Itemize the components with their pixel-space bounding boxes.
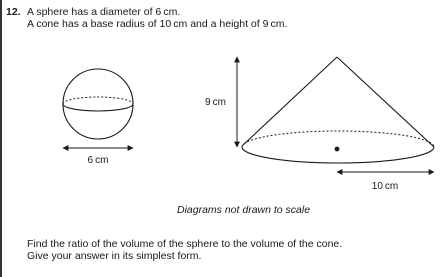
- question-number: 12.: [6, 6, 21, 18]
- task-instruction: Find the ratio of the volume of the sphere to the volume of the cone.: [27, 238, 343, 250]
- task-answer-form: Give your answer in its simplest form.: [27, 250, 202, 262]
- cone-base-back: [242, 131, 434, 147]
- diagram-caption: Diagrams not drawn to scale: [177, 204, 311, 216]
- cone-right-slant: [337, 57, 434, 147]
- cone-radius-label: 10 cm: [371, 181, 399, 192]
- question-sphere-statement: A sphere has a diameter of 6 cm.: [27, 6, 181, 18]
- cone-height-label: 9 cm: [205, 97, 226, 108]
- sphere-diagram: [63, 69, 133, 166]
- cone-base-centre: [335, 147, 340, 152]
- sphere-outline: [63, 69, 133, 139]
- cone-diagram: [205, 57, 434, 192]
- question-cone-statement: A cone has a base radius of 10 cm and a height of 9 cm.: [27, 18, 288, 30]
- sphere-equator-back: [63, 97, 133, 104]
- sphere-diameter-label: 6 cm: [87, 155, 109, 166]
- sphere-equator-front: [63, 104, 133, 111]
- cone-left-slant: [242, 57, 337, 146]
